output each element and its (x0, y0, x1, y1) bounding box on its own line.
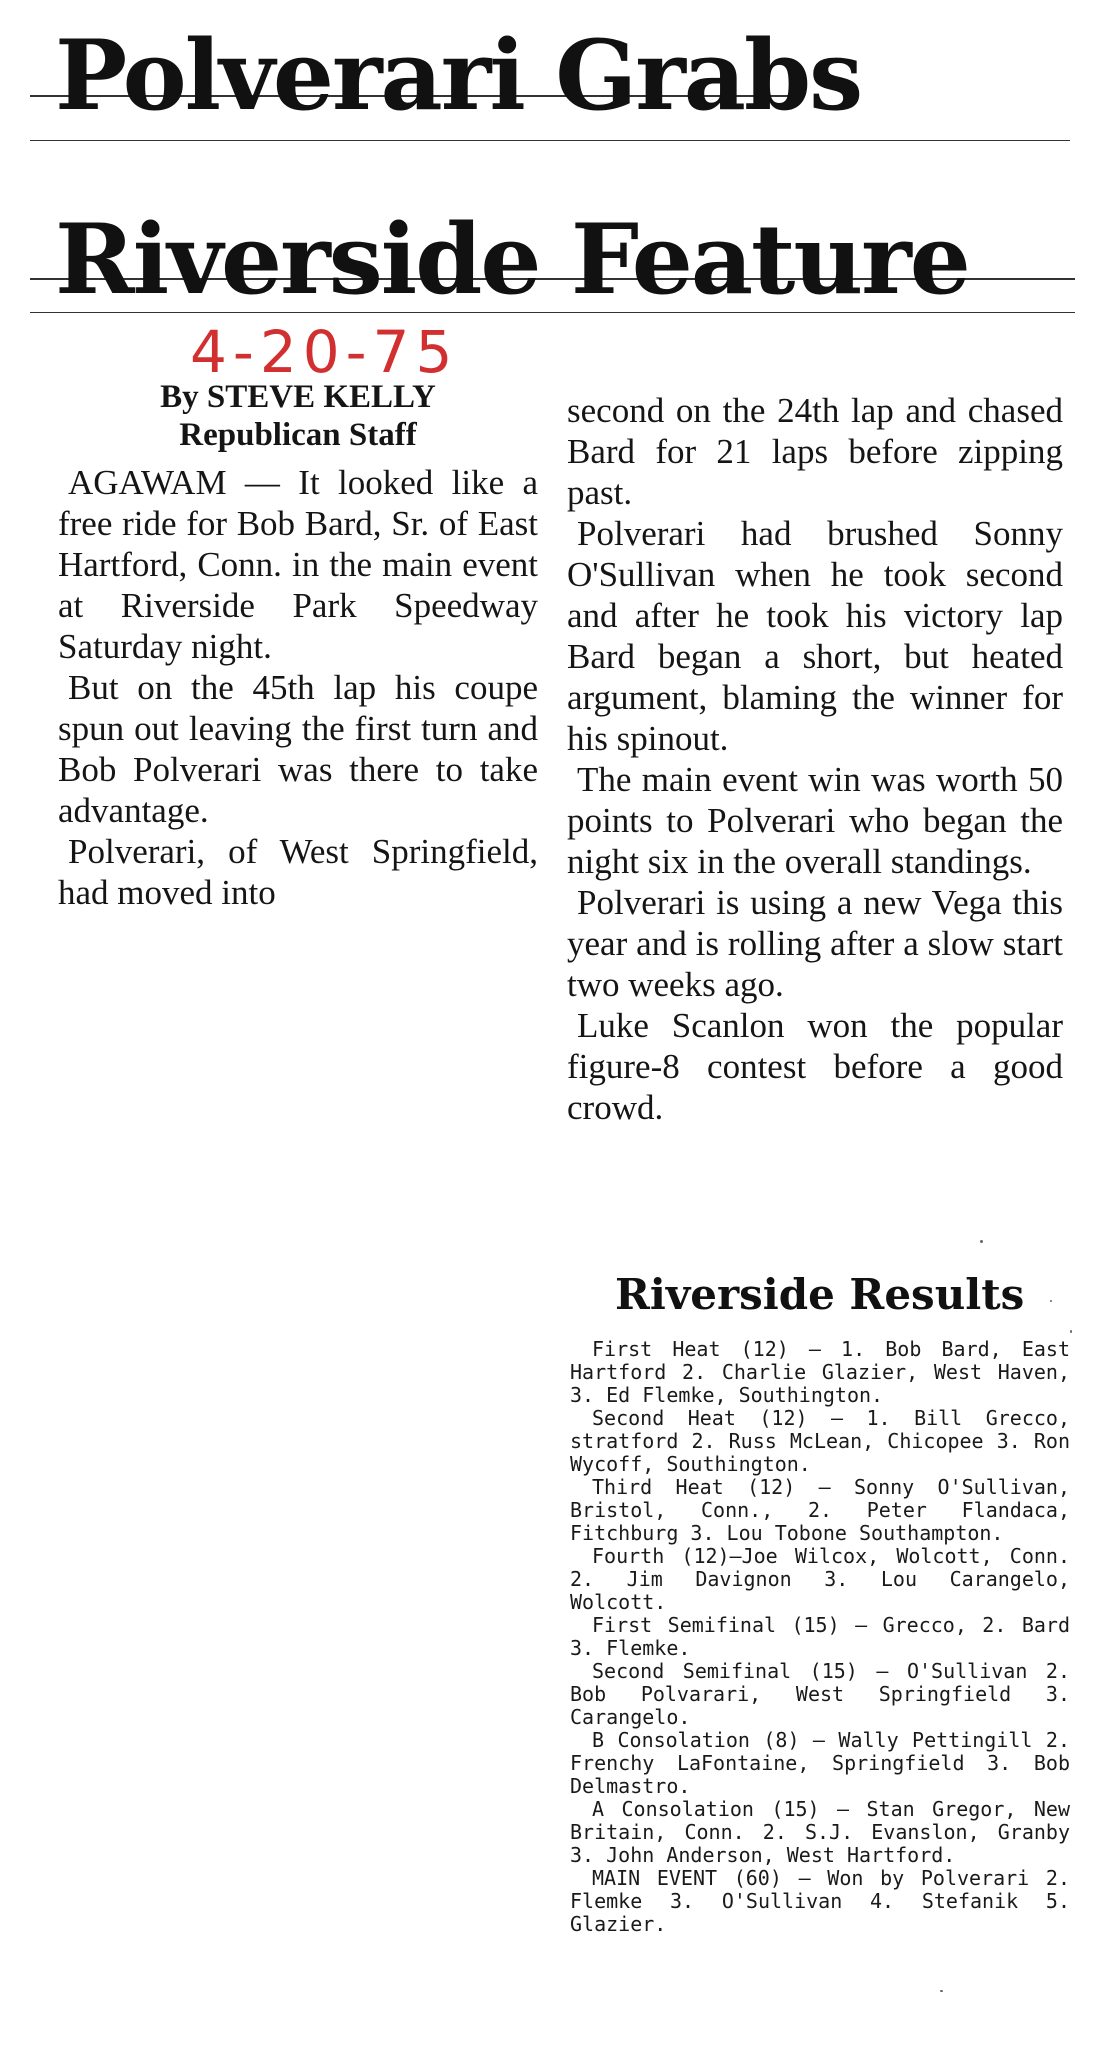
article-paragraph: Luke Scanlon won the popular figure-8 contest before a good crowd. (567, 1006, 1063, 1127)
scan-speck (1070, 1330, 1072, 1333)
article-paragraph: Polverari had brushed Sonny O'Sullivan when he took second and after he took his victory lap Bard began a short, but heated argument, blaming the winner for his spinout. (567, 514, 1063, 758)
results-entry: Fourth (12)—Joe Wilcox, Wolcott, Conn. 2. Jim Davignon 3. Lou Carangelo, Wolcott. (570, 1544, 1070, 1614)
results-entry: MAIN EVENT (60) — Won by Polverari 2. Flemke 3. O'Sullivan 4. Stefanik 5. Glazier. (570, 1866, 1070, 1936)
results-entry: Second Heat (12) — 1. Bill Grecco, stratford 2. Russ McLean, Chicopee 3. Ron Wycoff, Southington. (570, 1406, 1070, 1476)
results-entry: B Consolation (8) — Wally Pettingill 2. Frenchy LaFontaine, Springfield 3. Bob Delmastro. (570, 1728, 1070, 1798)
results-entry: Second Semifinal (15) — O'Sullivan 2. Bob Polvarari, West Springfield 3. Carangelo. (570, 1659, 1070, 1729)
article-right-column (567, 390, 1063, 1128)
results-entry: First Semifinal (15) — Grecco, 2. Bard 3. Flemke. (570, 1613, 1070, 1660)
headline-rule (30, 140, 1070, 141)
article-paragraph: AGAWAM — It looked like a free ride for Bob Bard, Sr. of East Hartford, Conn. in the main event at Riverside Park Speedway Saturday night. (58, 463, 538, 666)
scan-speck (980, 1240, 983, 1243)
article-paragraph: Polverari, of West Springfield, had moved into (58, 832, 538, 912)
scan-speck (940, 1990, 943, 1992)
byline-staff: Republican Staff (179, 417, 417, 453)
headline-line-1: Polverari Grabs (55, 19, 862, 132)
article-paragraph: second on the 24th lap and chased Bard for 21 laps before zipping past. (567, 391, 1063, 512)
scan-speck (1050, 1300, 1052, 1302)
results-list (570, 1338, 1070, 1936)
byline-author: By STEVE KELLY (160, 379, 436, 415)
results-entry: Third Heat (12) — Sonny O'Sullivan, Bristol, Conn., 2. Peter Flandaca, Fitchburg 3. Lou Tobone Southampton. (570, 1475, 1070, 1545)
headline-line-2: Riverside Feature (55, 203, 969, 316)
article-paragraph: Polverari is using a new Vega this year and is rolling after a slow start two weeks ago. (567, 883, 1063, 1004)
results-title: Riverside Results (615, 1270, 1025, 1319)
handwritten-date: 4-20-75 (190, 318, 459, 386)
article-paragraph: But on the 45th lap his coupe spun out leaving the first turn and Bob Polverari was there to take advantage. (58, 668, 538, 830)
results-entry: A Consolation (15) — Stan Gregor, New Britain, Conn. 2. S.J. Evanslon, Granby 3. John Anderson, West Hartford. (570, 1797, 1070, 1867)
article-left-column (58, 378, 538, 913)
results-entry: First Heat (12) — 1. Bob Bard, East Hartford 2. Charlie Glazier, West Haven, 3. Ed Flemke, Southington. (570, 1337, 1070, 1407)
article-paragraph: The main event win was worth 50 points to Polverari who began the night six in the overall standings. (567, 760, 1063, 881)
